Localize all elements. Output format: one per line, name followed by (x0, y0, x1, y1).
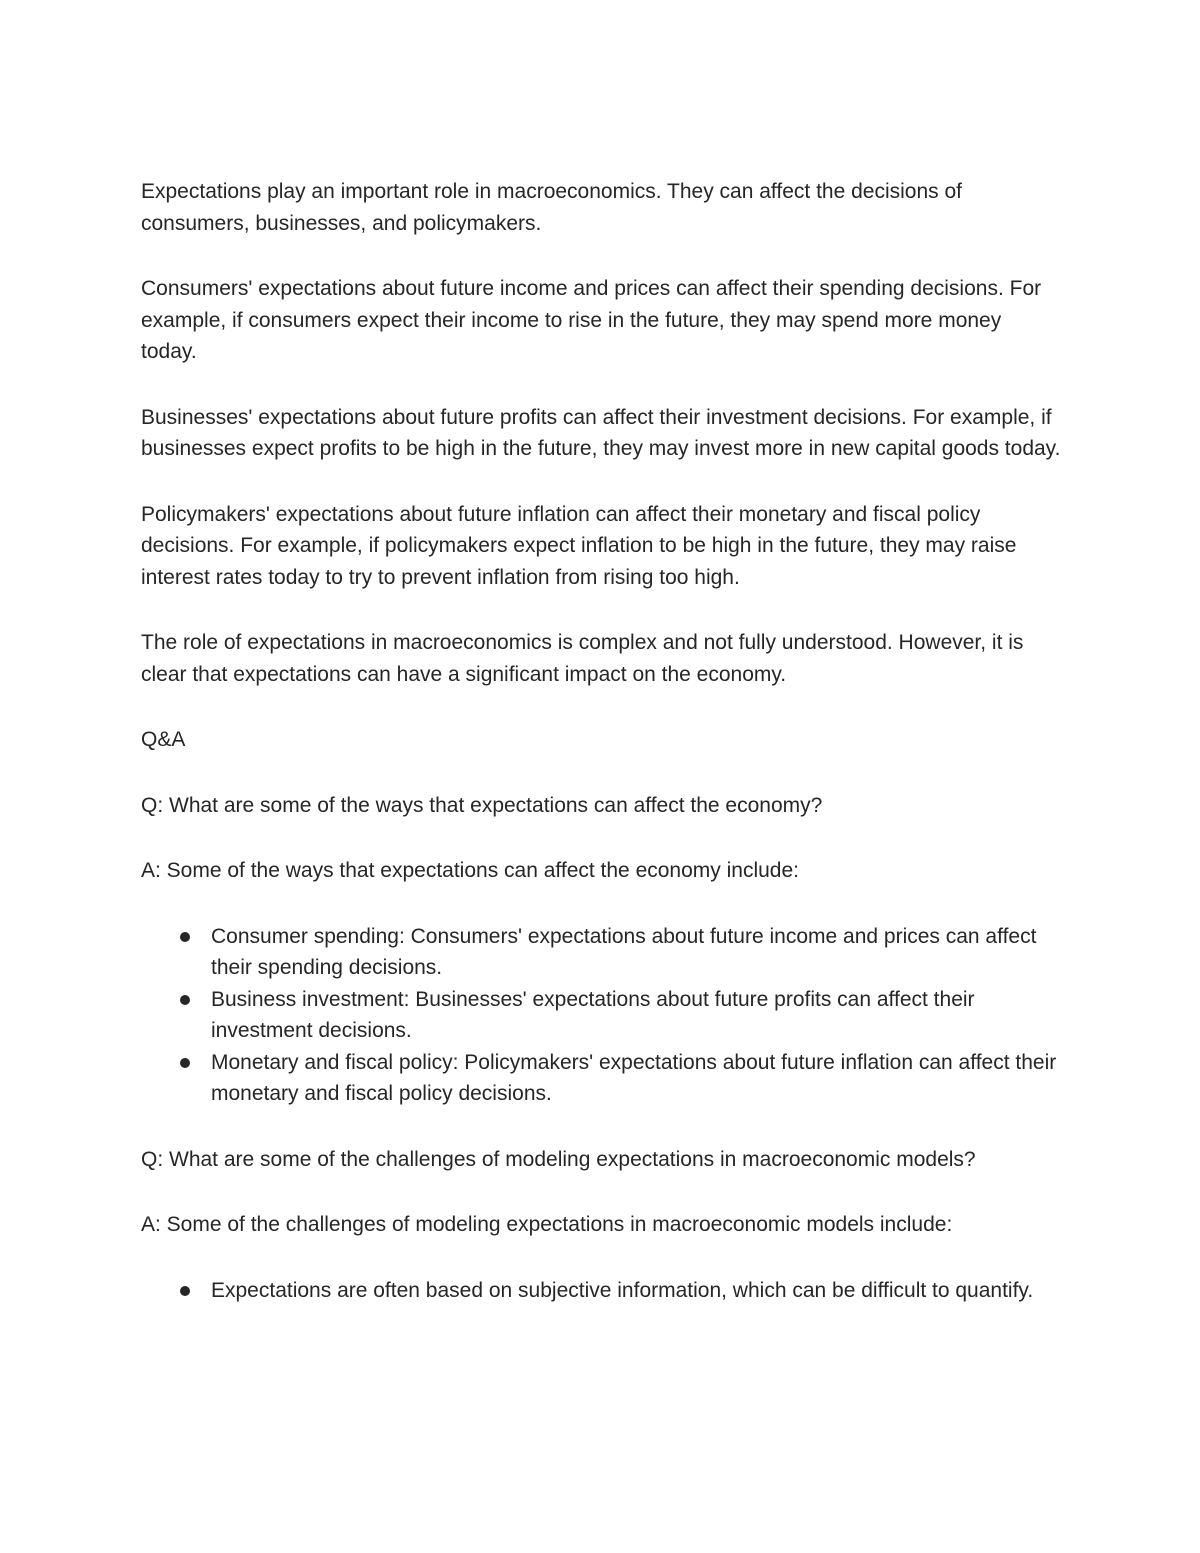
paragraph-conclusion: The role of expectations in macroeconomics is complex and not fully understood. However, it is clear that expectations can have a significant impact on the economy. (141, 631, 1024, 686)
bullet-icon (180, 1058, 190, 1068)
list-item (141, 1275, 1061, 1307)
question-1: Q: What are some of the ways that expectations can affect the economy? (141, 793, 823, 817)
paragraph-consumers: Consumers' expectations about future income and prices can affect their spending decisions. For example, if consumers expect their income to rise in the future, they may spend more money today. (141, 277, 1042, 363)
document-page (141, 176, 1061, 1340)
list-item-text: Expectations are often based on subjective information, which can be difficult to quantify. (211, 1278, 1034, 1302)
qa-heading: Q&A (141, 728, 186, 751)
bullet-icon (180, 932, 190, 942)
list-item-text: Business investment: Businesses' expectations about future profits can affect their investment decisions. (211, 987, 975, 1042)
list-item-text: Consumer spending: Consumers' expectations about future income and prices can affect their spending decisions. (211, 924, 1037, 979)
list-item (141, 984, 1061, 1047)
list-item (141, 921, 1061, 984)
paragraph-businesses: Businesses' expectations about future profits can affect their investment decisions. For example, if businesses expect profits to be high in the future, they may invest more in new capital goods today. (141, 405, 1061, 460)
paragraph-intro: Expectations play an important role in macroeconomics. They can affect the decisions of consumers, businesses, and policymakers. (141, 180, 962, 235)
list-item (141, 1047, 1061, 1110)
answer-1-list (141, 921, 1061, 1110)
bullet-icon (180, 1286, 190, 1296)
answer-2: A: Some of the challenges of modeling expectations in macroeconomic models include: (141, 1213, 953, 1236)
paragraph-policymakers: Policymakers' expectations about future inflation can affect their monetary and fiscal policy decisions. For example, if policymakers expect inflation to be high in the future, they may raise interest rates today to try to prevent inflation from rising too high. (141, 502, 1017, 589)
list-item-text: Monetary and fiscal policy: Policymakers' expectations about future inflation can affect their monetary and fiscal policy decisions. (211, 1050, 1057, 1105)
bullet-icon (180, 995, 190, 1005)
answer-1: A: Some of the ways that expectations can affect the economy include: (141, 859, 799, 882)
question-2: Q: What are some of the challenges of modeling expectations in macroeconomic models? (141, 1147, 976, 1171)
answer-2-list (141, 1275, 1061, 1307)
